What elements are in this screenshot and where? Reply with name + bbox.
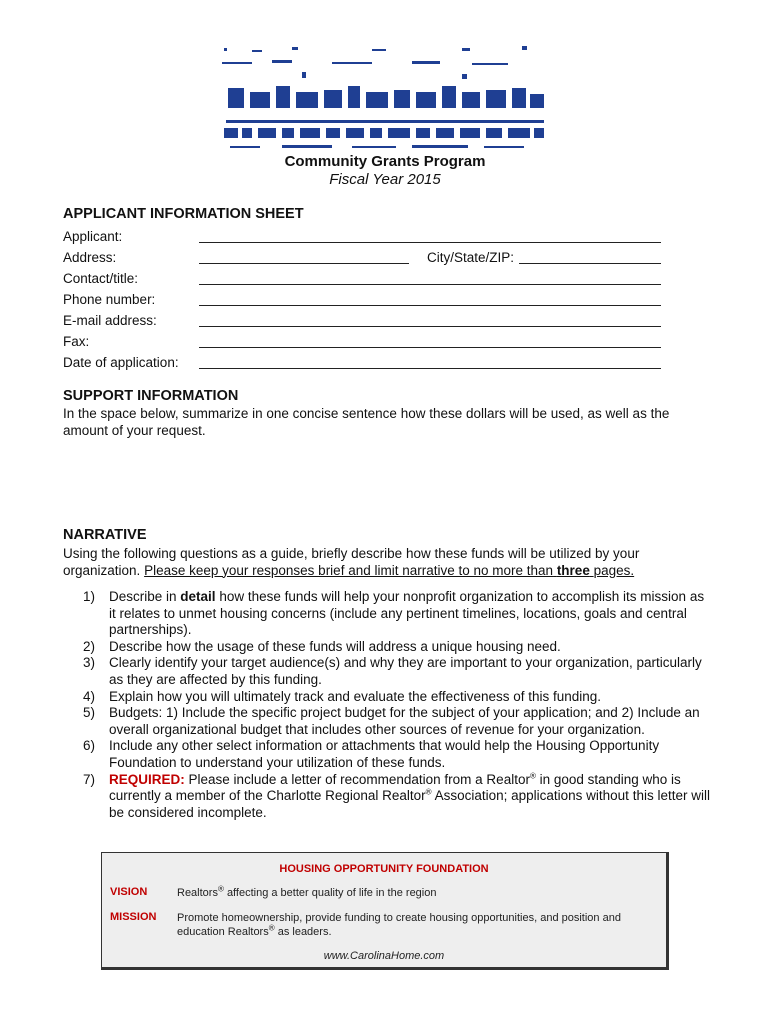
foundation-info-box bbox=[101, 852, 669, 970]
narrative-intro-text: Using the following questions as a guide, briefly describe how these funds will be utilized by your organization. bbox=[63, 546, 640, 578]
fax-label: Fax: bbox=[63, 334, 90, 349]
item-number: 7) bbox=[83, 771, 96, 787]
item-text-part: Association; applications without this letter will be considered incomplete. bbox=[109, 788, 710, 820]
foundation-heading: HOUSING OPPORTUNITY FOUNDATION bbox=[279, 863, 489, 875]
item-number: 2) bbox=[83, 638, 96, 654]
required-label: REQUIRED: bbox=[109, 771, 185, 787]
vision-text-part: Realtors bbox=[177, 887, 218, 899]
registered-mark: ® bbox=[425, 787, 432, 797]
item-number: 4) bbox=[83, 688, 96, 704]
phone-field[interactable] bbox=[199, 305, 661, 306]
item-text: Explain how you will ultimately track and evaluate the effectiveness of this funding. bbox=[109, 688, 602, 704]
item-text-part: Describe in bbox=[109, 589, 177, 604]
list-item bbox=[63, 705, 713, 738]
applicant-label: Applicant: bbox=[63, 229, 123, 244]
phone-label: Phone number: bbox=[63, 292, 156, 307]
item-number: 5) bbox=[83, 705, 96, 721]
mission-label: MISSION bbox=[110, 911, 157, 923]
item-text: Include any other select information or attachments that would help the Housing Opportunity Foundation to understand your utilization of these funds. bbox=[109, 738, 660, 770]
mission-text-part: as leaders. bbox=[277, 926, 332, 938]
contact-title-field[interactable] bbox=[199, 284, 661, 285]
item-text: Clearly identify your target audience(s) and why they are important to your organization, particularly as they are affected by this funding. bbox=[109, 655, 702, 687]
item-text-part: in good standing who is currently a member of the Charlotte Regional Realtor bbox=[109, 771, 681, 804]
mission-text-part: Promote homeownership, provide funding to create housing opportunities, and position and education Realtors bbox=[177, 912, 621, 938]
narrative-questions-list bbox=[63, 589, 713, 821]
item-text: Describe how the usage of these funds will address a unique housing need. bbox=[109, 638, 561, 654]
support-info-text: In the space below, summarize in one concise sentence how these dollars will be used, as well as the amount of your request. bbox=[63, 406, 670, 438]
city-state-zip-label: City/State/ZIP: bbox=[427, 250, 515, 265]
vision-text bbox=[177, 886, 647, 900]
city-state-zip-field[interactable] bbox=[519, 263, 661, 264]
item-number: 1) bbox=[83, 589, 96, 604]
instruction-before: Please keep your responses brief and limit narrative to no more than bbox=[144, 562, 554, 578]
narrative-instruction bbox=[144, 563, 634, 578]
website-link[interactable]: www.CarolinaHome.com bbox=[323, 950, 445, 962]
vision-label: VISION bbox=[110, 886, 148, 898]
date-field[interactable] bbox=[199, 368, 661, 369]
item-number: 6) bbox=[83, 738, 96, 754]
item-bold-text: detail bbox=[180, 589, 216, 604]
registered-mark: ® bbox=[217, 884, 224, 894]
registered-mark: ® bbox=[529, 771, 536, 781]
narrative-heading: NARRATIVE bbox=[63, 527, 147, 543]
instruction-bold: three bbox=[556, 562, 590, 578]
applicant-info-heading: APPLICANT INFORMATION SHEET bbox=[63, 206, 304, 222]
address-field[interactable] bbox=[199, 263, 409, 264]
registered-mark: ® bbox=[268, 923, 275, 933]
list-item bbox=[63, 589, 713, 639]
vision-text-part: affecting a better quality of life in the region bbox=[226, 887, 437, 899]
program-title: Community Grants Program bbox=[284, 153, 486, 170]
address-label: Address: bbox=[63, 250, 117, 265]
fax-field[interactable] bbox=[199, 347, 661, 348]
item-text: Budgets: 1) Include the specific project budget for the subject of your application; and 2) Include an overall organizational budget that includes other sources of revenue for your organization. bbox=[109, 705, 700, 737]
narrative-intro bbox=[63, 546, 713, 579]
email-field[interactable] bbox=[199, 326, 661, 327]
list-item bbox=[63, 738, 713, 771]
list-item bbox=[63, 655, 713, 688]
support-info-heading: SUPPORT INFORMATION bbox=[63, 388, 239, 404]
list-item bbox=[63, 639, 713, 656]
item-text-part: how these funds will help your nonprofit organization to accomplish its mission as it relates to unmet housing concerns (include any pertinent timelines, locations, goals and central partnerships). bbox=[109, 589, 705, 638]
organization-logo bbox=[222, 44, 548, 156]
list-item bbox=[63, 689, 713, 706]
item-number: 3) bbox=[83, 655, 96, 671]
contact-title-label: Contact/title: bbox=[63, 271, 139, 286]
mission-text bbox=[177, 911, 647, 939]
instruction-after: pages. bbox=[593, 562, 635, 578]
item-text-part: Please include a letter of recommendation from a Realtor bbox=[188, 771, 530, 787]
email-label: E-mail address: bbox=[63, 313, 157, 328]
list-item bbox=[63, 772, 713, 822]
fiscal-year: Fiscal Year 2015 bbox=[329, 171, 441, 188]
date-label: Date of application: bbox=[63, 355, 179, 370]
applicant-field[interactable] bbox=[199, 242, 661, 243]
